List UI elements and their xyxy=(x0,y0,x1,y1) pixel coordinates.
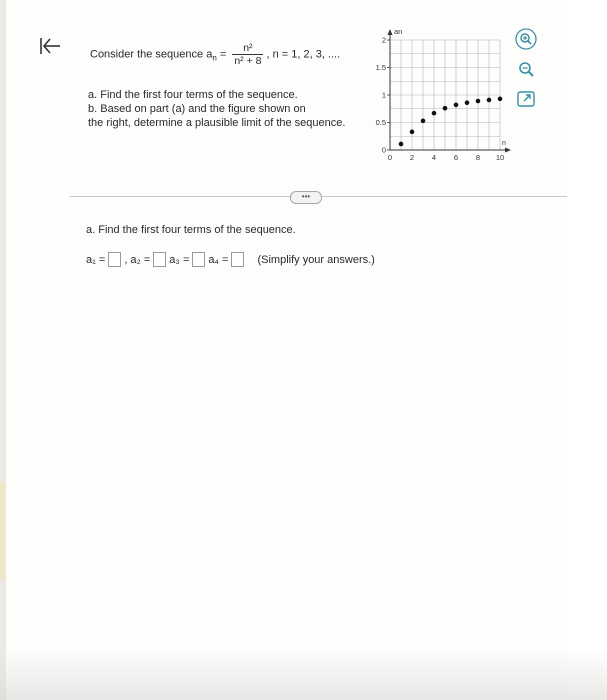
y-tick-label: 0.5 xyxy=(375,118,386,127)
data-point xyxy=(487,98,492,103)
a1-input[interactable] xyxy=(108,252,121,267)
data-point xyxy=(443,106,448,111)
back-to-start-icon[interactable] xyxy=(38,35,62,57)
data-point xyxy=(410,130,415,135)
sequence-graph xyxy=(360,26,520,166)
x-axis-arrow xyxy=(505,148,511,153)
x-tick-label: 10 xyxy=(495,153,505,162)
part-a-title: a. Find the first four terms of the sequence. xyxy=(86,224,296,236)
question-prefix: Consider the sequence a xyxy=(90,48,213,61)
data-point xyxy=(432,111,437,116)
open-window-icon[interactable] xyxy=(515,88,537,110)
data-point xyxy=(465,100,470,105)
y-tick-label: 1.5 xyxy=(375,63,386,72)
y-tick-label: 1 xyxy=(381,90,386,100)
data-point xyxy=(421,119,426,124)
a3-label: a₃ = xyxy=(169,253,190,266)
x-tick-label: 8 xyxy=(475,153,481,162)
answer-row xyxy=(86,252,375,267)
data-point xyxy=(399,142,404,147)
part-b-text-line1: b. Based on part (a) and the figure shown on xyxy=(88,103,306,115)
a4-label: a₄ = xyxy=(208,253,229,266)
y-tick-label: 0 xyxy=(381,145,386,155)
a3-input[interactable] xyxy=(192,252,205,267)
data-point xyxy=(454,103,459,108)
fraction-denominator: n² + 8 xyxy=(234,55,262,67)
question-subscript: n xyxy=(212,53,217,63)
a4-input[interactable] xyxy=(231,252,244,267)
question-suffix: , n = 1, 2, 3, .... xyxy=(266,48,341,61)
data-point xyxy=(476,99,481,104)
x-tick-label: 0 xyxy=(387,153,393,162)
zoom-in-icon[interactable] xyxy=(515,28,537,50)
part-a-text: a. Find the first four terms of the sequence. xyxy=(88,89,298,101)
a1-label: a₁ = xyxy=(86,253,106,266)
x-tick-label: 4 xyxy=(431,153,437,162)
sequence-fraction xyxy=(232,42,263,67)
a2-input[interactable] xyxy=(153,252,166,267)
data-point xyxy=(498,97,503,102)
fraction-numerator: n² xyxy=(232,42,263,55)
bottom-shade xyxy=(0,650,607,700)
y-axis-label: an xyxy=(394,27,403,36)
a2-label: , a₂ = xyxy=(124,253,151,266)
part-b-text-line2: the right, determine a plausible limit of the sequence. xyxy=(88,117,346,129)
x-tick-label: 2 xyxy=(409,153,415,162)
x-axis-label: n xyxy=(502,140,506,147)
y-tick-label: 2 xyxy=(381,35,386,45)
simplify-hint: (Simplify your answers.) xyxy=(257,253,375,266)
question-equals: = xyxy=(216,48,230,61)
x-tick-label: 6 xyxy=(453,153,459,162)
zoom-out-icon[interactable] xyxy=(515,58,537,80)
expand-more-button[interactable]: ••• xyxy=(290,191,322,204)
question-parts xyxy=(88,88,345,130)
y-axis-arrow xyxy=(388,29,393,35)
